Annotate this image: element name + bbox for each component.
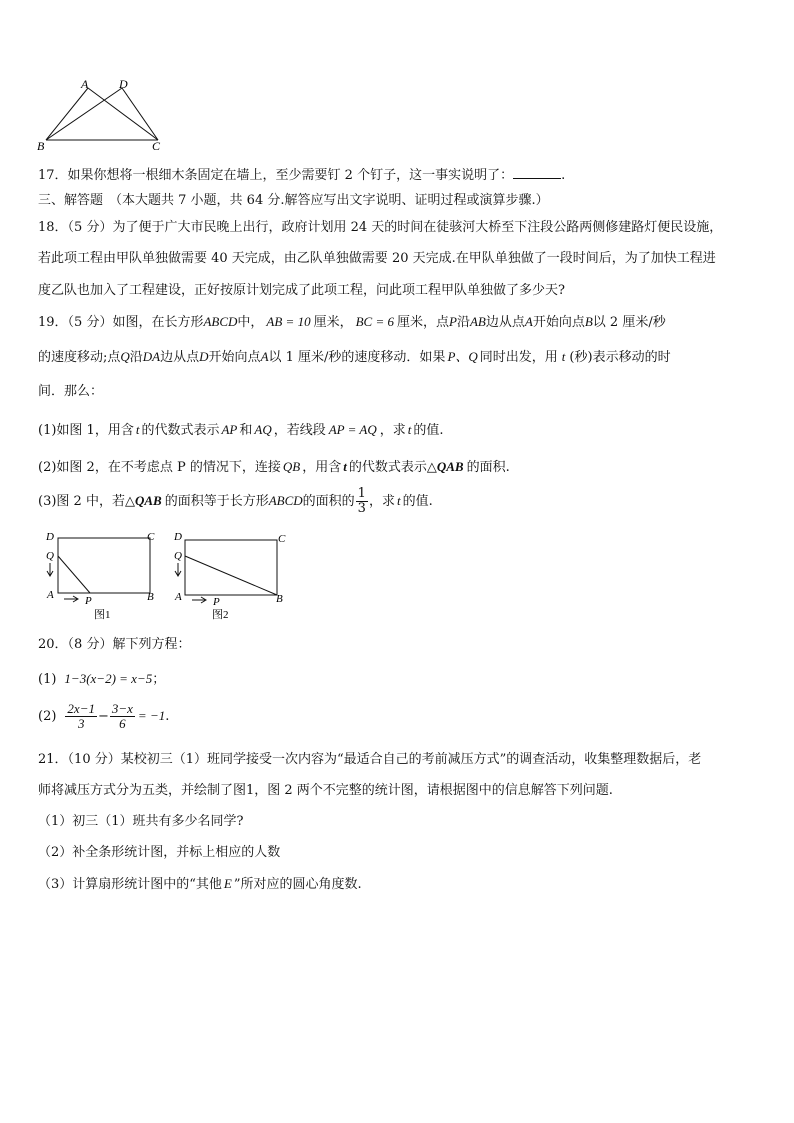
q19-text: 同时出发，用 xyxy=(479,350,558,365)
q19-text: 的面积等于长方形 xyxy=(164,494,269,509)
label-c: C xyxy=(278,533,286,545)
q19-sub-2 xyxy=(38,458,758,477)
q19-text: 的代数式表示 xyxy=(141,423,220,438)
triangle-figure xyxy=(30,76,180,152)
q19-text: 19．（5 分）如图，在长方形 xyxy=(38,315,204,330)
q17-text: 17．如果你想将一根细木条固定在墙上，至少需要钉 2 个钉子，这一事实说明了： xyxy=(38,168,514,183)
section-3-note: （本大题共 7 小题，共 64 分.解答应写出文字说明、证明过程或演算步骤.） xyxy=(109,193,549,208)
label-c: C xyxy=(152,139,161,152)
q20-eq2-end: . xyxy=(165,709,170,724)
q20-eq2-minus: − xyxy=(97,709,109,724)
segment-qb xyxy=(185,556,277,595)
label-a: A xyxy=(81,77,89,91)
q17-answer-blank[interactable] xyxy=(513,166,561,179)
q18-line-2: 若此项工程由甲队单独做需要 40 天完成，由乙队单独做需要 20 天完成.在甲队单独做了一段时间后，为了加快工程进 xyxy=(38,251,716,266)
label-c: C xyxy=(147,531,155,543)
q19-var-t: t xyxy=(396,493,401,508)
q20-eq1-end: ； xyxy=(152,672,166,687)
q21-text: ”所对应的圆心角度数. xyxy=(233,877,362,892)
q20-eq2-fraction-1 xyxy=(65,702,97,731)
q18-line-1: 18．（5 分）为了便于广大市民晚上出行，政府计划用 24 天的时间在徒骇河大桥至下注段公路两侧修建路灯便民设施， xyxy=(38,220,723,235)
label-b: B xyxy=(276,593,283,605)
q19-sub-1 xyxy=(38,421,758,440)
label-d: D xyxy=(46,531,54,543)
fraction-numerator: 2x−1 xyxy=(67,701,95,716)
q19-bc-length: BC = 6 xyxy=(355,314,394,329)
q20-eq2-label: (2) xyxy=(38,709,57,724)
q19-line-3: 间．那么： xyxy=(38,384,104,399)
q19-figure-2 xyxy=(168,528,298,624)
q19-text: 的速度移动;点 xyxy=(38,350,121,365)
q19-side-da: DA xyxy=(142,349,161,364)
q19-var-t: t xyxy=(407,422,412,437)
q18-line-3: 度乙队也加入了工程建设，正好按原计划完成了此项工程，问此项工程甲队单独做了多少天? xyxy=(38,283,565,298)
q19-triangle-qab: QAB xyxy=(134,493,162,508)
q20-eq2-fraction-2 xyxy=(110,702,135,731)
q19-text: ，用含 xyxy=(302,460,342,475)
q19-point-a: A xyxy=(524,314,533,329)
q19-sub-3 xyxy=(38,486,758,517)
fraction-numerator: 3−x xyxy=(111,701,133,716)
q19-line-2 xyxy=(38,348,758,367)
label-b: B xyxy=(37,139,45,152)
label-b: B xyxy=(147,591,154,603)
q19-ap: AP xyxy=(221,422,238,437)
q17-end: . xyxy=(561,168,566,183)
q19-figure-1 xyxy=(40,528,170,624)
rectangle-abcd xyxy=(58,538,150,593)
label-d: D xyxy=(174,531,182,543)
q19-rect-name: ABCD xyxy=(203,314,238,329)
segment-ac xyxy=(88,88,158,140)
fraction-denominator: 6 xyxy=(119,716,126,731)
q20-eq1-label: (1) xyxy=(38,672,57,687)
q20-eq1: 1−3(x−2) = x−5 xyxy=(64,671,153,686)
q19-text: ，若线段 xyxy=(273,423,326,438)
q19-text: 的值. xyxy=(413,423,444,438)
q20-equation-2 xyxy=(38,700,758,733)
q19-line-1 xyxy=(38,313,758,332)
q19-rect-name: ABCD xyxy=(268,493,303,508)
q19-text: 的代数式表示△ xyxy=(348,460,437,475)
q19-qb: QB xyxy=(282,459,301,474)
q19-var-t: t xyxy=(343,459,347,474)
q19-point-p: P xyxy=(449,314,457,329)
q21-line-2: 师将减压方式分为五类，并绘制了图1，图 2 两个不完整的统计图，请根据图中的信息解答下列问题. xyxy=(38,783,613,798)
q19-point-b: B xyxy=(584,314,593,329)
q19-var-t: t xyxy=(135,422,140,437)
fraction-numerator: 1 xyxy=(357,486,366,501)
q19-text: 厘米，点 xyxy=(396,315,449,330)
question-17 xyxy=(38,166,758,185)
segment-db xyxy=(46,88,122,140)
q19-var-t: t xyxy=(561,349,566,364)
q19-text: 的面积. xyxy=(466,460,510,475)
segment-qp xyxy=(58,556,90,593)
q19-text: (2)如图 2，在不考虑点 P 的情况下，连接 xyxy=(38,460,281,475)
label-q: Q xyxy=(46,550,54,562)
q19-ab-length: AB = 10 xyxy=(266,314,311,329)
q21-sub-2: （2）补全条形统计图，并标上相应的人数 xyxy=(38,845,281,860)
q19-point-q: Q xyxy=(120,349,130,364)
label-d: D xyxy=(119,77,128,91)
q19-text: 以 1 厘米/秒的速度移动．如果 xyxy=(268,350,446,365)
label-p: P xyxy=(213,596,220,608)
q19-text: 边从点 xyxy=(160,350,200,365)
q19-text: 的值. xyxy=(402,494,433,509)
q19-text: 厘米， xyxy=(313,315,353,330)
label-p: P xyxy=(85,595,92,607)
segment-ab xyxy=(46,88,88,140)
q21-sub-1: （1）初三（1）班共有多少名同学? xyxy=(38,814,244,829)
q19-text: (1)如图 1，用含 xyxy=(38,423,134,438)
fraction-denominator: 3 xyxy=(77,716,85,731)
label-q: Q xyxy=(174,550,182,562)
q19-text: 沿 xyxy=(456,315,470,330)
q19-text: (3)图 2 中，若△ xyxy=(38,494,135,509)
figure-2-caption: 图2 xyxy=(212,609,229,621)
q19-text: 和 xyxy=(239,423,253,438)
q21-category-e: E xyxy=(223,876,232,891)
q19-text: ，求 xyxy=(379,423,406,438)
q19-text: (秒)表示移动的时 xyxy=(569,350,671,365)
q21-text: （3）计算扇形统计图中的“其他 xyxy=(38,877,222,892)
q19-text: 开始向点 xyxy=(532,315,585,330)
q19-text: 沿 xyxy=(129,350,143,365)
q19-text: 的面积的 xyxy=(302,494,355,509)
q19-triangle-qab: QAB xyxy=(436,459,464,474)
q19-text: 中， xyxy=(237,315,264,330)
q19-text: 开始向点 xyxy=(208,350,261,365)
segment-dc xyxy=(122,88,158,140)
figure-1-caption: 图1 xyxy=(94,609,111,621)
q20-equation-1 xyxy=(38,670,758,689)
fraction-denominator: 3 xyxy=(357,501,366,516)
label-a: A xyxy=(175,591,182,603)
q20-eq2-rhs: = −1 xyxy=(137,708,166,723)
q19-fraction-one-third xyxy=(356,487,368,516)
q19-point-a: A xyxy=(260,349,269,364)
q19-text: 以 2 厘米/秒 xyxy=(592,315,666,330)
q19-point-d: D xyxy=(199,349,209,364)
rectangle-abcd xyxy=(185,540,277,595)
q19-text: 边从点 xyxy=(485,315,525,330)
q21-sub-3 xyxy=(38,875,758,894)
section-3-heading xyxy=(38,192,758,210)
q19-ap-eq-aq: AP = AQ xyxy=(328,422,377,437)
q19-side-ab: AB xyxy=(469,314,486,329)
q19-text: ，求 xyxy=(368,494,395,509)
q20-title: 20．（8 分）解下列方程： xyxy=(38,637,191,652)
label-a: A xyxy=(47,589,54,601)
q19-points-pq: P、Q xyxy=(447,349,478,364)
q19-aq: AQ xyxy=(254,422,272,437)
section-3-title: 三、解答题 xyxy=(38,193,104,208)
q21-line-1: 21．（10 分）某校初三（1）班同学接受一次内容为“最适合自己的考前减压方式”的调查活动，收集整理数据后，老 xyxy=(38,752,702,767)
